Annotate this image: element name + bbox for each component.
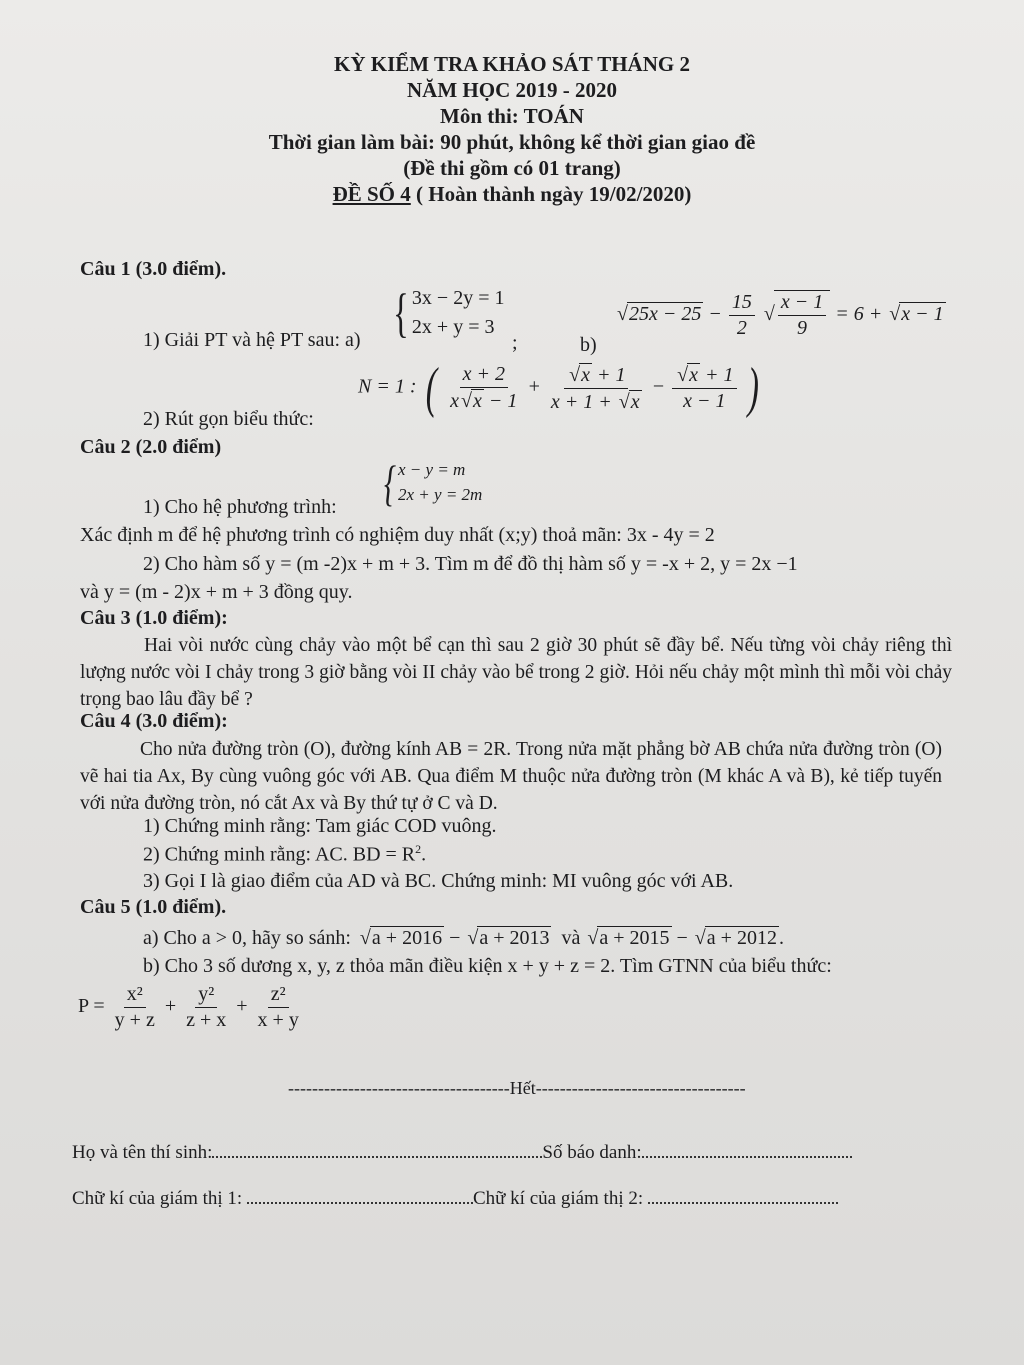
q2-part1-label: 1) Cho hệ phương trình:: [143, 496, 337, 518]
question-3-title: Câu 3 (1.0 điểm):: [80, 607, 228, 629]
n-f2-den-sqrt: √ x: [629, 390, 642, 413]
question-4-title: Câu 4 (3.0 điểm):: [80, 710, 228, 732]
q2-line-2: 2) Cho hàm số y = (m -2)x + m + 3. Tìm m để đồ thị hàm số y = -x + 2, y = 2x −1: [143, 553, 798, 575]
q5-part-a: [143, 926, 784, 950]
p-f1-den: y + z: [114, 1009, 155, 1031]
question-5-title: Câu 5 (1.0 điểm).: [80, 896, 227, 918]
eq-b-minus: −: [708, 303, 722, 326]
eq-b-inner-num: √ x − 1: [778, 291, 826, 316]
p-f1-num: x²: [124, 983, 146, 1008]
p-plus-1: +: [164, 995, 177, 1018]
q4-item-3: 3) Gọi I là giao điểm của AD và BC. Chứng minh: MI vuông góc với AB.: [143, 870, 734, 892]
p-f3-num: z²: [268, 983, 289, 1008]
duration: Thời gian làm bài: 90 phút, không kể thời gian giao đề: [268, 130, 756, 154]
signature-row: [72, 1184, 838, 1210]
n-f2-num-sqrt: √ x: [579, 363, 592, 386]
right-paren-icon: ): [747, 357, 759, 419]
end-marker: -------------------------------------Hết-----------------------------------: [288, 1078, 746, 1098]
n-minus: −: [651, 375, 666, 398]
q3-body: Hai vòi nước cùng chảy vào một bể cạn thì sau 2 giờ 30 phút sẽ đầy bể. Nếu từng vòi chảy riêng thì lượng nước vòi I chảy trong 3 giờ bằng vòi II chảy vào bể trong 2 giờ. Hỏi nếu chảy một mình thì mỗi vòi chảy trọng bao lâu đầy bể ?: [80, 635, 952, 710]
q1-part1-label: 1) Giải PT và hệ PT sau: a): [143, 329, 361, 351]
question-2-title: Câu 2 (2.0 điểm): [80, 436, 222, 458]
proctor-1-label: Chữ kí của giám thị 1:: [72, 1188, 243, 1209]
q4-item-1: 1) Chứng minh rằng: Tam giác COD vuông.: [143, 815, 497, 837]
brace-icon: {: [393, 283, 409, 343]
q2-system-row-2: 2x + y = 2m: [398, 485, 483, 504]
n-f2-num-b: + 1: [591, 363, 626, 386]
q1-semicolon: ;: [512, 332, 518, 354]
candidate-name-row: [72, 1138, 852, 1164]
page-count-note: (Đề thi gồm có 01 trang): [403, 156, 621, 180]
question-1-title: Câu 1 (3.0 điểm).: [80, 258, 227, 280]
completion-date: ( Hoàn thành ngày 19/02/2020): [410, 182, 692, 206]
q4-item-2: [143, 842, 426, 867]
left-paren-icon: (: [425, 357, 437, 419]
sqrt-x-minus-1: √ x − 1: [899, 302, 945, 325]
n-plus: +: [527, 375, 541, 398]
brace-icon: {: [384, 455, 396, 511]
q1-part2-label: 2) Rút gọn biểu thức:: [143, 408, 314, 430]
p-f3-den: x + y: [257, 1009, 299, 1031]
q5-and: và: [561, 927, 581, 949]
p-f2-den: z + x: [186, 1009, 227, 1031]
eq-b-rhs: = 6 +: [835, 303, 883, 326]
sqrt-fraction: [774, 290, 830, 340]
system-a-row-1: 3x − 2y = 1: [411, 287, 505, 309]
n-prefix: N = 1 :: [358, 375, 417, 398]
n-f1-num: x + 2: [460, 363, 508, 388]
n-f3-num-sqrt: √ x: [687, 363, 700, 386]
n-f3-num-b: + 1: [700, 364, 734, 386]
exam-title: KỲ KIỂM TRA KHẢO SÁT THÁNG 2: [334, 52, 690, 76]
q1-expression-n: [358, 357, 762, 419]
sqrt-a-2012: √ a + 2012: [705, 926, 779, 949]
candidate-number-label: Số báo danh:: [542, 1142, 642, 1163]
eq-b-frac-num: 15: [729, 291, 755, 316]
q4-item-2-sup: 2: [415, 842, 422, 856]
candidate-name-field: [212, 1138, 542, 1158]
n-f1-den-b: − 1: [483, 390, 518, 412]
q4-item-2-text: 2) Chứng minh rằng: AC. BD = R: [143, 843, 416, 866]
school-year: NĂM HỌC 2019 - 2020: [407, 78, 617, 102]
n-f1-den-sqrt: √ x: [471, 389, 484, 412]
q5-dot: .: [778, 927, 784, 949]
proctor-2-label: Chữ kí của giám thị 2:: [472, 1188, 644, 1209]
sqrt-a-2015: √ a + 2015: [597, 926, 671, 949]
q1-equation-b: [615, 290, 946, 340]
n-f1-den-a: x: [450, 390, 460, 412]
exam-number-label: ĐỀ SỐ 4: [332, 182, 411, 206]
eq-b-frac-den: 2: [736, 317, 747, 339]
q5-a-text: a) Cho a > 0, hãy so sánh:: [143, 927, 351, 949]
candidate-number-field: [642, 1138, 852, 1158]
subject: Môn thi: TOÁN: [440, 104, 584, 128]
sqrt-a-2016: √ a + 2016: [370, 926, 444, 949]
n-f2-den-a: x + 1 +: [550, 390, 612, 413]
q5-minus-1: −: [449, 927, 461, 949]
q4-body: Cho nửa đường tròn (O), đường kính AB = 2R. Trong nửa mặt phẳng bờ AB chứa nửa đường tròn (O) vẽ hai tia Ax, By cùng vuông góc với AB. Qua điểm M thuộc nửa đường tròn (M khác A và B), kẻ tiếp tuyến với nửa đường tròn, nó cắt Ax và By thứ tự ở C và D.: [80, 739, 942, 814]
q2-line-3: và y = (m - 2)x + m + 3 đồng quy.: [80, 581, 353, 603]
q2-system: [380, 455, 483, 511]
q5-expression-p: [78, 983, 304, 1032]
system-a-row-2: 2x + y = 3: [411, 316, 495, 338]
q5-minus-2: −: [676, 927, 688, 949]
q2-system-row-1: x − y = m: [398, 460, 466, 480]
p-f2-num: y²: [195, 983, 217, 1008]
p-plus-2: +: [236, 995, 248, 1018]
q1-b-label: b): [580, 334, 597, 356]
candidate-name-label: Họ và tên thí sinh:: [72, 1142, 213, 1163]
p-prefix: P =: [78, 995, 105, 1018]
proctor-1-signature-field: [247, 1184, 473, 1204]
exam-number: [0, 182, 1024, 207]
sqrt-a-2013: √ a + 2013: [477, 926, 551, 949]
sqrt-25x: √ 25x − 25: [627, 302, 703, 325]
n-f3-den: x − 1: [683, 390, 726, 412]
eq-b-inner-den: 9: [797, 317, 808, 339]
q2-line-1: Xác định m để hệ phương trình có nghiệm duy nhất (x;y) thoả mãn: 3x - 4y = 2: [80, 524, 715, 546]
q5-part-b: b) Cho 3 số dương x, y, z thỏa mãn điều kiện x + y + z = 2. Tìm GTNN của biểu thức:: [143, 955, 832, 977]
q4-item-2-end: .: [421, 843, 427, 866]
q1-system-a: [388, 284, 504, 342]
proctor-2-signature-field: [648, 1184, 838, 1204]
